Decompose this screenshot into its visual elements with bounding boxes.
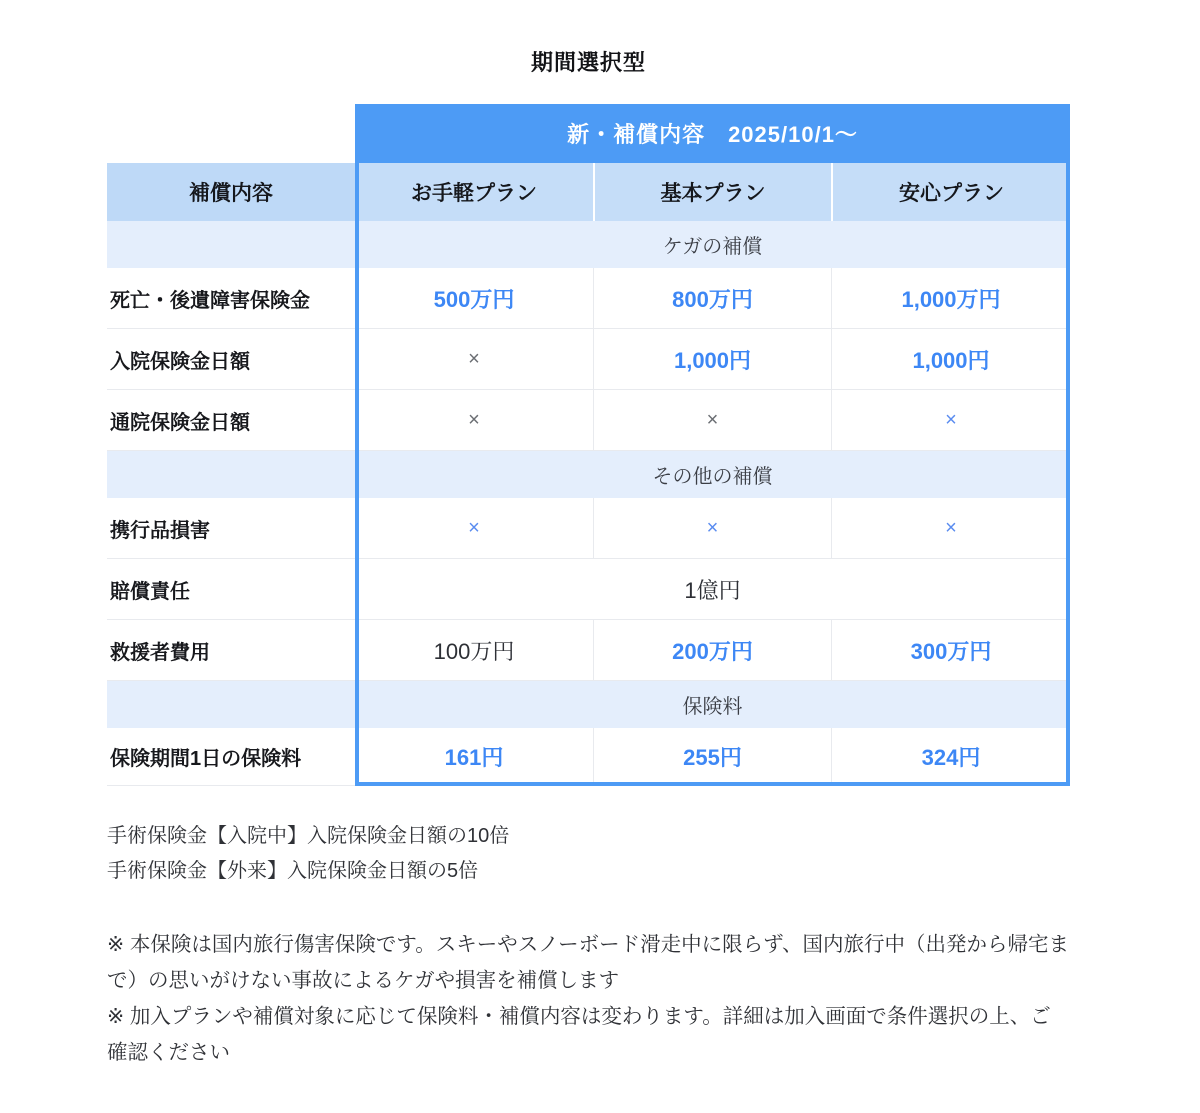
section-row-injury <box>107 221 1070 268</box>
column-header-feature: 補償内容 <box>107 163 355 221</box>
value-cell: 161円 <box>444 745 504 770</box>
note-line: ※ 加入プランや補償対象に応じて保険料・補償内容は変わります。詳細は加入画面で条件選択の上、ご確認ください <box>107 1005 1051 1064</box>
note-line: ※ 本保険は国内旅行傷害保険です。スキーやスノーボード滑走中に限らず、国内旅行中（出発から帰宅まで）の思いがけない事故によるケガや損害を補償します <box>107 933 1069 992</box>
disclaimer-notes <box>107 927 1070 1071</box>
table-row-rescue <box>107 620 1070 681</box>
cross-icon: × <box>831 390 1070 450</box>
period-band-row <box>107 104 1070 163</box>
value-cell: 1,000万円 <box>831 268 1070 328</box>
section-label: その他の補償 <box>652 466 773 488</box>
plan-comparison-table <box>107 104 1070 786</box>
cross-icon: × <box>593 498 831 558</box>
cross-icon: × <box>831 498 1070 558</box>
row-label: 賠償責任 <box>110 580 190 603</box>
value-cell: 100万円 <box>433 638 515 664</box>
footnote-line: 手術保険金【入院中】入院保険金日額の10倍 <box>107 825 510 847</box>
surgery-footnotes <box>107 819 1200 889</box>
period-band-title: 新・補償内容 2025/10/1〜 <box>355 104 1070 163</box>
table-row-hospitalization <box>107 329 1070 390</box>
row-label: 保険期間1日の保険料 <box>110 748 302 770</box>
section-label: ケガの補償 <box>662 236 763 258</box>
table-row-outpatient <box>107 390 1070 451</box>
cross-icon: × <box>468 408 480 431</box>
table-row-liability <box>107 559 1070 620</box>
table-row-death-benefit <box>107 268 1070 329</box>
row-label: 携行品損害 <box>110 519 210 542</box>
column-header-plan-1: お手軽プラン <box>355 163 593 221</box>
cross-icon: × <box>468 516 480 539</box>
table-row-daily-premium <box>107 728 1070 786</box>
section-label: 保険料 <box>682 696 743 718</box>
value-cell: 1,000円 <box>593 329 831 389</box>
value-cell: 200万円 <box>593 620 831 680</box>
row-label: 死亡・後遺障害保険金 <box>110 289 310 312</box>
value-cell: 1,000円 <box>831 329 1070 389</box>
column-header-plan-3: 安心プラン <box>831 163 1070 221</box>
column-header-row <box>107 163 1070 221</box>
footnote-line: 手術保険金【外来】入院保険金日額の5倍 <box>107 860 479 882</box>
value-cell: 500万円 <box>433 286 515 312</box>
value-cell: 800万円 <box>593 268 831 328</box>
value-cell: 255円 <box>593 728 831 785</box>
cross-icon: × <box>468 347 480 370</box>
value-cell: 324円 <box>831 728 1070 785</box>
band-left-spacer <box>107 104 355 163</box>
section-row-premium <box>107 681 1070 728</box>
page-title: 期間選択型 <box>530 50 646 75</box>
table-row-belongings <box>107 498 1070 559</box>
value-cell: 300万円 <box>831 620 1070 680</box>
row-label: 救援者費用 <box>110 641 210 664</box>
row-label: 通院保険金日額 <box>110 411 250 434</box>
value-cell-merged: 1億円 <box>684 577 741 603</box>
section-row-other <box>107 451 1070 498</box>
row-label: 入院保険金日額 <box>110 350 250 373</box>
cross-icon: × <box>593 390 831 450</box>
column-header-plan-2: 基本プラン <box>593 163 831 221</box>
